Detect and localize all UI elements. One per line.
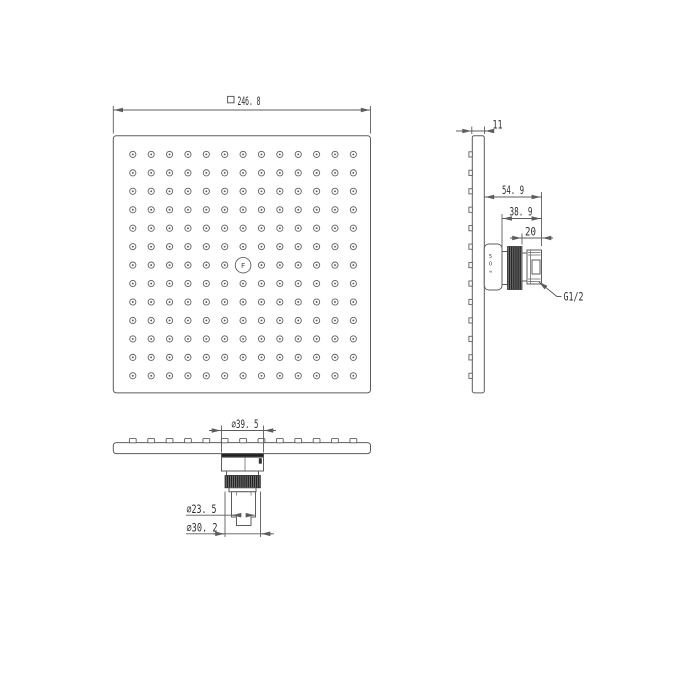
nozzle-hole-dot — [224, 320, 226, 322]
nozzle-hole-dot — [150, 301, 152, 303]
nozzle-hole-dot — [132, 320, 134, 322]
nozzle-hole-dot — [169, 190, 171, 192]
bottom-nozzle-bump — [240, 438, 247, 442]
nozzle-hole-dot — [205, 246, 207, 248]
nozzle-hole-dot — [132, 375, 134, 377]
nozzle-hole-dot — [261, 227, 263, 229]
nozzle-hole-dot — [224, 172, 226, 174]
side-nozzle-tick — [469, 355, 472, 360]
nozzle-hole-dot — [224, 283, 226, 285]
nozzle-hole-dot — [169, 172, 171, 174]
hub-flange-bottom — [222, 457, 264, 471]
center-logo — [235, 257, 251, 273]
nozzle-hole-dot — [316, 320, 318, 322]
nozzle-hole-dot — [132, 301, 134, 303]
thread-size-label: G1/2 — [563, 289, 584, 304]
nozzle-hole-dot — [352, 301, 354, 303]
nozzle-hole-dot — [279, 172, 281, 174]
nozzle-hole-dot — [279, 190, 281, 192]
center-logo-mark: F — [240, 262, 246, 270]
nozzle-hole-dot — [334, 172, 336, 174]
nozzle-hole-dot — [132, 356, 134, 358]
nozzle-hole-dot — [187, 283, 189, 285]
nozzle-hole-dot — [316, 190, 318, 192]
nozzle-hole-dot — [205, 227, 207, 229]
nozzle-hole-dot — [150, 283, 152, 285]
nozzle-hole-dot — [187, 356, 189, 358]
hub-marking-glyph: 5 — [488, 254, 493, 260]
nozzle-hole-dot — [169, 375, 171, 377]
side-nozzle-tick — [469, 189, 472, 194]
nozzle-hole-dot — [352, 375, 354, 377]
nozzle-hole-dot — [242, 209, 244, 211]
nozzle-hole-dot — [334, 190, 336, 192]
nozzle-hole-dot — [261, 264, 263, 266]
nozzle-hole-dot — [169, 153, 171, 155]
dim-plate-thickness — [456, 118, 503, 135]
bottom-nozzle-bump — [313, 438, 320, 442]
nozzle-hole-dot — [169, 338, 171, 340]
nozzle-hole-dot — [132, 172, 134, 174]
nozzle-hole-dot — [205, 283, 207, 285]
nozzle-hole-dot — [297, 246, 299, 248]
nozzle-hole-dot — [205, 190, 207, 192]
nozzle-hole-dot — [242, 356, 244, 358]
nozzle-hole-dot — [169, 356, 171, 358]
nozzle-hole-dot — [316, 209, 318, 211]
hub-marking-glyph: ≈ — [488, 269, 493, 275]
gasket — [222, 454, 264, 457]
nozzle-hole-dot — [132, 227, 134, 229]
nozzle-hole-dot — [187, 227, 189, 229]
dim-label-overall-depth: 54. 9 — [502, 183, 525, 197]
nozzle-hole-dot — [224, 227, 226, 229]
nozzle-hole-dot — [316, 301, 318, 303]
nozzle-hole-dot — [187, 209, 189, 211]
nozzle-hole-dot — [352, 209, 354, 211]
dim-label-thread-length: 20 — [525, 224, 537, 239]
nozzle-hole-dot — [352, 153, 354, 155]
nozzle-hole-dot — [279, 320, 281, 322]
nozzle-hole-dot — [261, 209, 263, 211]
nozzle-hole-dot — [150, 246, 152, 248]
nozzle-hole-dot — [261, 356, 263, 358]
nozzle-hole-dot — [279, 356, 281, 358]
nozzle-hole-dot — [297, 320, 299, 322]
nozzle-hole-dot — [224, 375, 226, 377]
nozzle-hole-dot — [334, 246, 336, 248]
nozzle-hole-dot — [224, 264, 226, 266]
thread-side — [527, 250, 542, 284]
nozzle-hole-dot — [316, 283, 318, 285]
nozzle-hole-dot — [150, 264, 152, 266]
nozzle-hole-dot — [242, 301, 244, 303]
nozzle-hole-dot — [279, 375, 281, 377]
hub-mark — [259, 458, 262, 464]
nozzle-hole-dot — [242, 338, 244, 340]
nozzle-hole-dot — [261, 301, 263, 303]
nozzle-hole-dot — [224, 246, 226, 248]
bottom-nozzle-bump — [221, 438, 228, 442]
nozzle-hole-dot — [242, 172, 244, 174]
nozzle-hole-dot — [242, 153, 244, 155]
nozzle-hole-dot — [205, 375, 207, 377]
nozzle-hole-dot — [169, 264, 171, 266]
nozzle-hole-dot — [187, 190, 189, 192]
nozzle-hole-dot — [334, 283, 336, 285]
nozzle-hole-dot — [150, 320, 152, 322]
nozzle-hole-dot — [150, 356, 152, 358]
side-nozzle-tick — [469, 244, 472, 249]
thread-callout — [539, 282, 584, 304]
nozzle-hole-dot — [187, 246, 189, 248]
nozzle-hole-dot — [316, 356, 318, 358]
bottom-nozzle-bump — [332, 438, 339, 442]
nozzle-hole-dot — [334, 301, 336, 303]
hub-body — [484, 244, 502, 290]
bottom-nozzle-bump — [350, 438, 357, 442]
side-view — [456, 118, 584, 393]
step-bottom — [229, 488, 256, 492]
neck-bottom — [227, 471, 259, 476]
plate-bottom-profile — [113, 443, 370, 454]
front-view — [113, 94, 370, 393]
nozzle-hole-dot — [132, 153, 134, 155]
nozzle-hole-dot — [205, 320, 207, 322]
nozzle-hole-dot — [316, 264, 318, 266]
nozzle-hole-dot — [169, 301, 171, 303]
nozzle-hole-dot — [169, 227, 171, 229]
nozzle-hole-dot — [334, 338, 336, 340]
nozzle-hole-dot — [334, 153, 336, 155]
bottom-nozzle-bump — [203, 438, 210, 442]
side-nozzle-tick — [469, 170, 472, 175]
dim-faceplate-width — [113, 94, 370, 133]
side-nozzle-tick — [469, 263, 472, 268]
nozzle-hole-dot — [187, 375, 189, 377]
outlet-cylinder — [232, 492, 256, 526]
side-nozzle-tick — [469, 336, 472, 341]
nozzle-hole-dot — [352, 320, 354, 322]
nozzle-hole-dot — [316, 153, 318, 155]
nozzle-hole-dot — [224, 209, 226, 211]
nozzle-hole-dot — [316, 172, 318, 174]
dim-label-faceplate-width: 246. 8 — [237, 94, 261, 109]
nozzle-hole-dot — [261, 172, 263, 174]
nozzle-hole-dot — [224, 338, 226, 340]
hub-neck — [502, 252, 508, 285]
nozzle-hole-dot — [316, 246, 318, 248]
nozzle-hole-dot — [334, 375, 336, 377]
plate-side-profile — [472, 136, 484, 393]
nozzle-hole-dot — [132, 190, 134, 192]
bottom-nozzle-bump — [148, 438, 155, 442]
nozzle-hole-dot — [150, 153, 152, 155]
nozzle-hole-dot — [261, 338, 263, 340]
nozzle-hole-dot — [169, 246, 171, 248]
nozzle-hole-dot — [297, 283, 299, 285]
nozzle-hole-dot — [205, 153, 207, 155]
side-nozzle-tick — [469, 318, 472, 323]
nozzle-hole-dot — [352, 172, 354, 174]
nozzle-hole-dot — [187, 320, 189, 322]
nozzle-hole-dot — [297, 227, 299, 229]
bottom-nozzle-bump — [276, 438, 283, 442]
nozzle-hole-dot — [224, 301, 226, 303]
nozzle-hole-dot — [205, 356, 207, 358]
side-nozzle-tick — [469, 281, 472, 286]
nozzle-hole-dot — [205, 264, 207, 266]
dim-label-collar-diameter: ∅30. 2 — [186, 520, 218, 535]
nozzle-hole-dot — [279, 338, 281, 340]
nozzle-hole-dot — [242, 283, 244, 285]
nozzle-hole-dot — [132, 246, 134, 248]
knurl-ring-bottom — [225, 476, 261, 488]
nozzle-hole-dot — [150, 209, 152, 211]
nozzle-hole-dot — [297, 338, 299, 340]
bottom-nozzle-bump — [185, 438, 192, 442]
nozzle-hole-dot — [187, 301, 189, 303]
nozzle-hole-dot — [297, 153, 299, 155]
nozzle-hole-dot — [352, 246, 354, 248]
nozzle-hole-dot — [224, 153, 226, 155]
nozzle-hole-dot — [132, 264, 134, 266]
nozzle-hole-dot — [279, 209, 281, 211]
side-nozzle-tick — [469, 207, 472, 212]
bottom-nozzle-bump — [129, 438, 136, 442]
bottom-view — [113, 417, 370, 537]
dim-label-flange-diameter: ∅39. 5 — [231, 417, 259, 431]
nozzle-hole-dot — [279, 264, 281, 266]
knurl-stripes — [509, 247, 522, 289]
nozzle-hole-dot — [352, 283, 354, 285]
nozzle-hole-dot — [169, 320, 171, 322]
nozzle-hole-dot — [224, 190, 226, 192]
nozzle-hole-dot — [297, 301, 299, 303]
nozzle-hole-dot — [169, 209, 171, 211]
nozzle-hole-dot — [150, 338, 152, 340]
nozzle-hole-dot — [261, 320, 263, 322]
nozzle-hole-dot — [169, 283, 171, 285]
leader-line — [539, 282, 562, 297]
nozzle-hole-dot — [297, 375, 299, 377]
side-nozzle-tick — [469, 226, 472, 231]
nozzle-hole-dot — [334, 320, 336, 322]
nozzle-hole-dot — [150, 375, 152, 377]
dim-label-hub-depth: 38. 9 — [509, 204, 533, 219]
nozzle-hole-dot — [187, 338, 189, 340]
nozzle-hole-dot — [150, 227, 152, 229]
nozzle-hole-dot — [261, 190, 263, 192]
nozzle-hole-dot — [150, 172, 152, 174]
side-nozzle-tick — [469, 373, 472, 378]
dim-label-outlet-diameter: ∅23. 5 — [186, 501, 217, 516]
nozzle-hole-dot — [261, 153, 263, 155]
knurl-ring-side — [508, 247, 523, 290]
nozzle-hole-dot — [187, 172, 189, 174]
nozzle-hole-dot — [224, 356, 226, 358]
nozzle-hole-dot — [261, 246, 263, 248]
nozzle-hole-dot — [132, 283, 134, 285]
nozzle-hole-dot — [334, 264, 336, 266]
nozzle-hole-dot — [352, 338, 354, 340]
nozzle-hole-dot — [279, 283, 281, 285]
hub-marking-glyph: O — [488, 261, 493, 268]
bottom-nozzle-bump — [295, 438, 302, 442]
nozzle-hole-dot — [187, 264, 189, 266]
nozzle-hole-dot — [279, 227, 281, 229]
nozzle-hole-dot — [132, 209, 134, 211]
nozzle-hole-dot — [205, 338, 207, 340]
hub-marking — [489, 254, 492, 275]
nozzle-hole-dot — [242, 190, 244, 192]
side-nozzle-tick — [469, 152, 472, 157]
thread-step — [522, 253, 527, 281]
nozzle-hole-dot — [261, 283, 263, 285]
dim-label-plate-thickness: 11 — [492, 117, 503, 132]
nozzle-hole-dot — [352, 264, 354, 266]
bottom-nozzle-bump — [166, 438, 173, 442]
nozzle-hole-dot — [279, 153, 281, 155]
nozzle-hole-dot — [242, 320, 244, 322]
nozzle-hole-dot — [205, 172, 207, 174]
side-nozzle-tick — [469, 299, 472, 304]
nozzle-hole-dot — [316, 375, 318, 377]
nozzle-hole-dot — [352, 227, 354, 229]
nozzle-hole-dot — [261, 375, 263, 377]
nozzle-hole-dot — [334, 356, 336, 358]
nozzle-hole-dot — [205, 301, 207, 303]
nozzle-hole-dot — [316, 338, 318, 340]
nozzle-hole-dot — [352, 356, 354, 358]
nozzle-hole-dot — [297, 172, 299, 174]
nozzle-hole-dot — [242, 246, 244, 248]
nozzle-hole-dot — [334, 209, 336, 211]
nozzle-hole-dot — [316, 227, 318, 229]
nozzle-hole-dot — [242, 227, 244, 229]
nozzle-hole-dot — [297, 356, 299, 358]
side-nozzle-ticks — [469, 152, 472, 379]
square-symbol — [228, 96, 234, 102]
nozzle-hole-dot — [187, 153, 189, 155]
nozzle-hole-dot — [334, 227, 336, 229]
nozzle-hole-dot — [279, 246, 281, 248]
nozzle-hole-dot — [297, 190, 299, 192]
nozzle-hole-dot — [150, 190, 152, 192]
nozzle-hole-dot — [297, 209, 299, 211]
nozzle-hole-dot — [132, 338, 134, 340]
nozzle-hole-dot — [242, 375, 244, 377]
nozzle-hole-dot — [279, 301, 281, 303]
nozzle-hole-dot — [205, 209, 207, 211]
dim-thread-length — [510, 225, 553, 245]
nozzle-hole-dot — [297, 264, 299, 266]
nozzle-hole-dot — [352, 190, 354, 192]
